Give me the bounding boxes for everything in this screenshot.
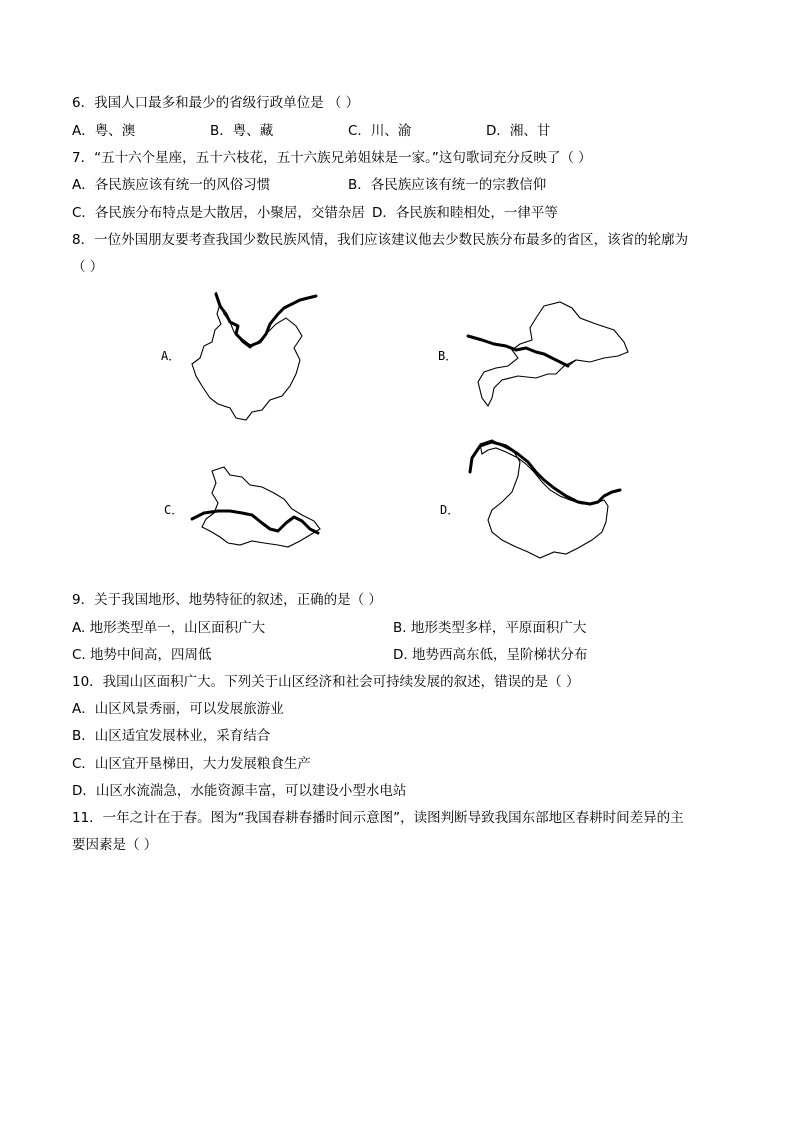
question-7-option-b[interactable]: B．各民族应该有统一的宗教信仰: [348, 177, 547, 193]
question-10-option-b[interactable]: B．山区适宜发展林业，采育结合: [72, 728, 271, 744]
map-label-b[interactable]: B．: [438, 349, 458, 363]
question-8-stem-continued: （ ）: [72, 259, 104, 275]
question-9-option-a[interactable]: A. 地形类型单一，山区面积广大: [72, 620, 266, 636]
question-9-option-b[interactable]: B. 地形类型多样，平原面积广大: [393, 620, 587, 636]
question-9-stem: 9．关于我国地形、地势特征的叙述，正确的是（ ）: [72, 592, 382, 608]
question-10-option-d[interactable]: D．山区水流湍急，水能资源丰富，可以建设小型水电站: [72, 783, 407, 799]
question-11-stem: 11．一年之计在于春。图为“我国春耕春播时间示意图”，读图判断导致我国东部地区春耕时间差异的主: [72, 810, 684, 826]
question-7-option-d[interactable]: D．各民族和睦相处，一律平等: [372, 205, 558, 221]
question-10-option-c[interactable]: C．山区宜开垦梯田，大力发展粮食生产: [72, 756, 311, 772]
question-11-stem-continued: 要因素是（ ）: [72, 837, 158, 853]
map-label-d[interactable]: D．: [440, 503, 460, 517]
question-10-stem: 10．我国山区面积广大。下列关于山区经济和社会可持续发展的叙述，错误的是（ ）: [72, 674, 580, 690]
question-6-option-b[interactable]: B．粤、藏: [210, 123, 274, 139]
province-outline-c[interactable]: [190, 465, 330, 555]
province-outline-d[interactable]: [462, 436, 627, 566]
question-7-option-a[interactable]: A．各民族应该有统一的风俗习惯: [72, 177, 271, 193]
question-7-stem: 7．“五十六个星座，五十六枝花，五十六族兄弟姐妹是一家。”这句歌词充分反映了（ ）: [72, 150, 592, 166]
map-label-c[interactable]: C．: [164, 503, 184, 517]
question-8-stem: 8．一位外国朋友要考查我国少数民族风情，我们应该建议他去少数民族分布最多的省区，该省的轮廓为: [72, 232, 689, 248]
province-outline-b[interactable]: [464, 300, 634, 410]
question-6-option-c[interactable]: C．川、渝: [348, 123, 412, 139]
question-10-option-a[interactable]: A．山区风景秀丽，可以发展旅游业: [72, 701, 284, 717]
question-9-option-c[interactable]: C. 地势中间高，四周低: [72, 647, 212, 663]
question-9-option-d[interactable]: D. 地势西高东低，呈阶梯状分布: [393, 647, 588, 663]
question-7-option-c[interactable]: C．各民族分布特点是大散居，小聚居，交错杂居: [72, 205, 365, 221]
question-6-option-a[interactable]: A．粤、澳: [72, 123, 136, 139]
question-6-option-d[interactable]: D．湘、甘: [486, 123, 551, 139]
question-6-stem: 6．我国人口最多和最少的省级行政单位是 （ ）: [72, 95, 360, 111]
province-outline-a[interactable]: [190, 290, 325, 425]
map-label-a[interactable]: A．: [161, 349, 181, 363]
